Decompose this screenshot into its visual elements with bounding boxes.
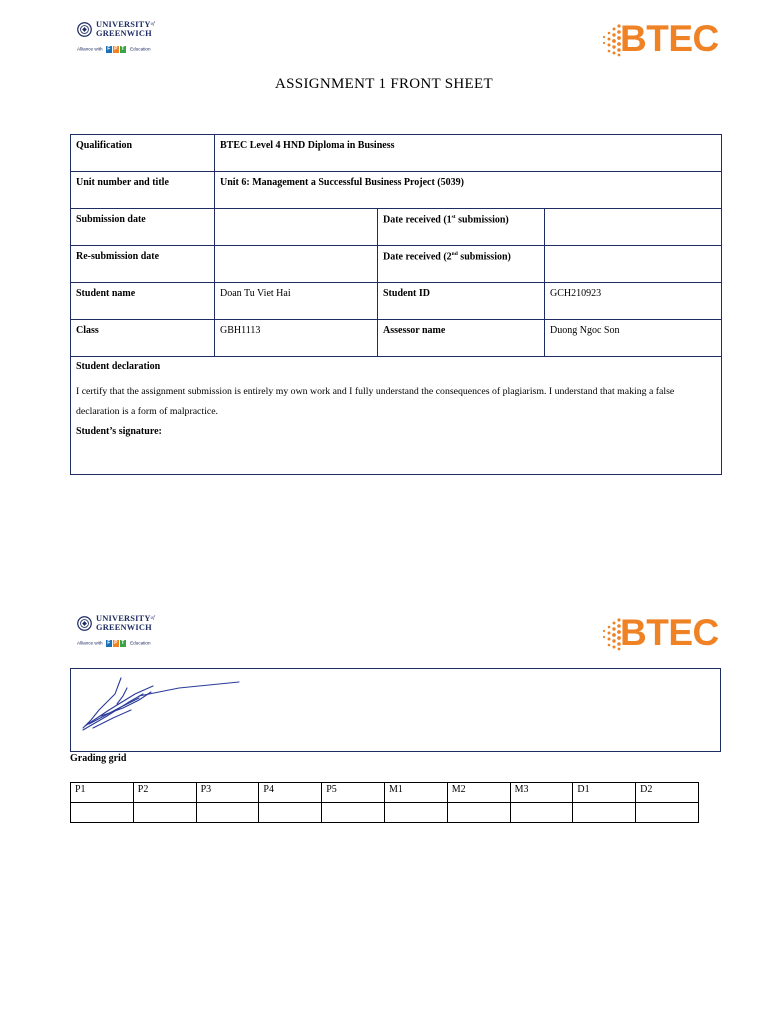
grade-header: M1 [384, 783, 447, 803]
submission-date-field[interactable] [215, 209, 378, 246]
grade-cell[interactable] [636, 803, 699, 823]
signature-label: Student’s signature: [76, 426, 162, 437]
table-row [71, 209, 722, 246]
student-id-label: Student ID [378, 283, 545, 320]
unit-value: Unit 6: Management a Successful Business Project (5039) [215, 172, 722, 209]
table-row [71, 357, 722, 475]
qualification-label: Qualification [71, 135, 215, 172]
grade-cell[interactable] [71, 803, 134, 823]
date-received-2-label: Date received (2nd submission) [378, 246, 545, 283]
university-name: $UNIVERSITY^{of}$ GREENWICH [96, 614, 155, 632]
grade-header: P2 [133, 783, 196, 803]
grade-header: M2 [447, 783, 510, 803]
date-received-1-field[interactable] [545, 209, 722, 246]
unit-label: Unit number and title [71, 172, 215, 209]
page-title: ASSIGNMENT 1 FRONT SHEET [275, 76, 493, 92]
assessor-label: Assessor name [378, 320, 545, 357]
table-row [71, 283, 722, 320]
resubmission-date-label: Re-submission date [71, 246, 215, 283]
btec-wordmark: BTEC [620, 612, 719, 653]
grade-cell[interactable] [322, 803, 385, 823]
btec-logo [600, 20, 718, 60]
signature-box[interactable] [70, 668, 721, 752]
btec-wordmark: BTEC [620, 18, 719, 59]
resubmission-date-field[interactable] [215, 246, 378, 283]
btec-logo [600, 614, 718, 654]
grading-grid-label: Grading grid [70, 753, 127, 764]
fpt-logo: F P T [107, 46, 125, 52]
front-sheet-table [70, 134, 722, 475]
table-row [71, 172, 722, 209]
grade-header: P5 [322, 783, 385, 803]
submission-date-label: Submission date [71, 209, 215, 246]
alliance-line: Alliance with F P T Education [77, 46, 151, 52]
table-row [71, 320, 722, 357]
grade-cell[interactable] [259, 803, 322, 823]
table-row [71, 246, 722, 283]
grade-header: P4 [259, 783, 322, 803]
grade-cell[interactable] [573, 803, 636, 823]
grade-header: M3 [510, 783, 573, 803]
table-row [71, 135, 722, 172]
date-received-1-label: Date received (1st submission) [378, 209, 545, 246]
grade-header: D1 [573, 783, 636, 803]
university-name: $UNIVERSITY^{of}$ GREENWICH [96, 20, 155, 38]
grade-header: P1 [71, 783, 134, 803]
student-name-label: Student name [71, 283, 215, 320]
date-received-2-field[interactable] [545, 246, 722, 283]
grade-cell[interactable] [384, 803, 447, 823]
declaration-text: I certify that the assignment submission is entirely my own work and I fully understand the consequences of plagiarism. I understand that making a false declaration is a form of malpractice. [76, 386, 675, 417]
handwritten-signature [79, 674, 259, 734]
student-declaration [71, 357, 722, 475]
class-value: GBH1113 [215, 320, 378, 357]
crest-icon [77, 22, 92, 37]
student-name-value: Doan Tu Viet Hai [215, 283, 378, 320]
grade-header: P3 [196, 783, 259, 803]
grading-grid [70, 782, 699, 823]
class-label: Class [71, 320, 215, 357]
grade-header: D2 [636, 783, 699, 803]
grade-cell[interactable] [510, 803, 573, 823]
grade-cell[interactable] [133, 803, 196, 823]
declaration-title: Student declaration [76, 361, 161, 372]
fpt-logo: F P T [107, 640, 125, 646]
qualification-value: BTEC Level 4 HND Diploma in Business [215, 135, 722, 172]
grade-cell[interactable] [196, 803, 259, 823]
student-id-value: GCH210923 [545, 283, 722, 320]
grade-cell[interactable] [447, 803, 510, 823]
crest-icon [77, 616, 92, 631]
table-row [71, 783, 699, 803]
assessor-value: Duong Ngoc Son [545, 320, 722, 357]
table-row [71, 803, 699, 823]
university-of-greenwich-logo [77, 614, 167, 654]
university-of-greenwich-logo [77, 20, 167, 60]
alliance-line: Alliance with F P T Education [77, 640, 151, 646]
